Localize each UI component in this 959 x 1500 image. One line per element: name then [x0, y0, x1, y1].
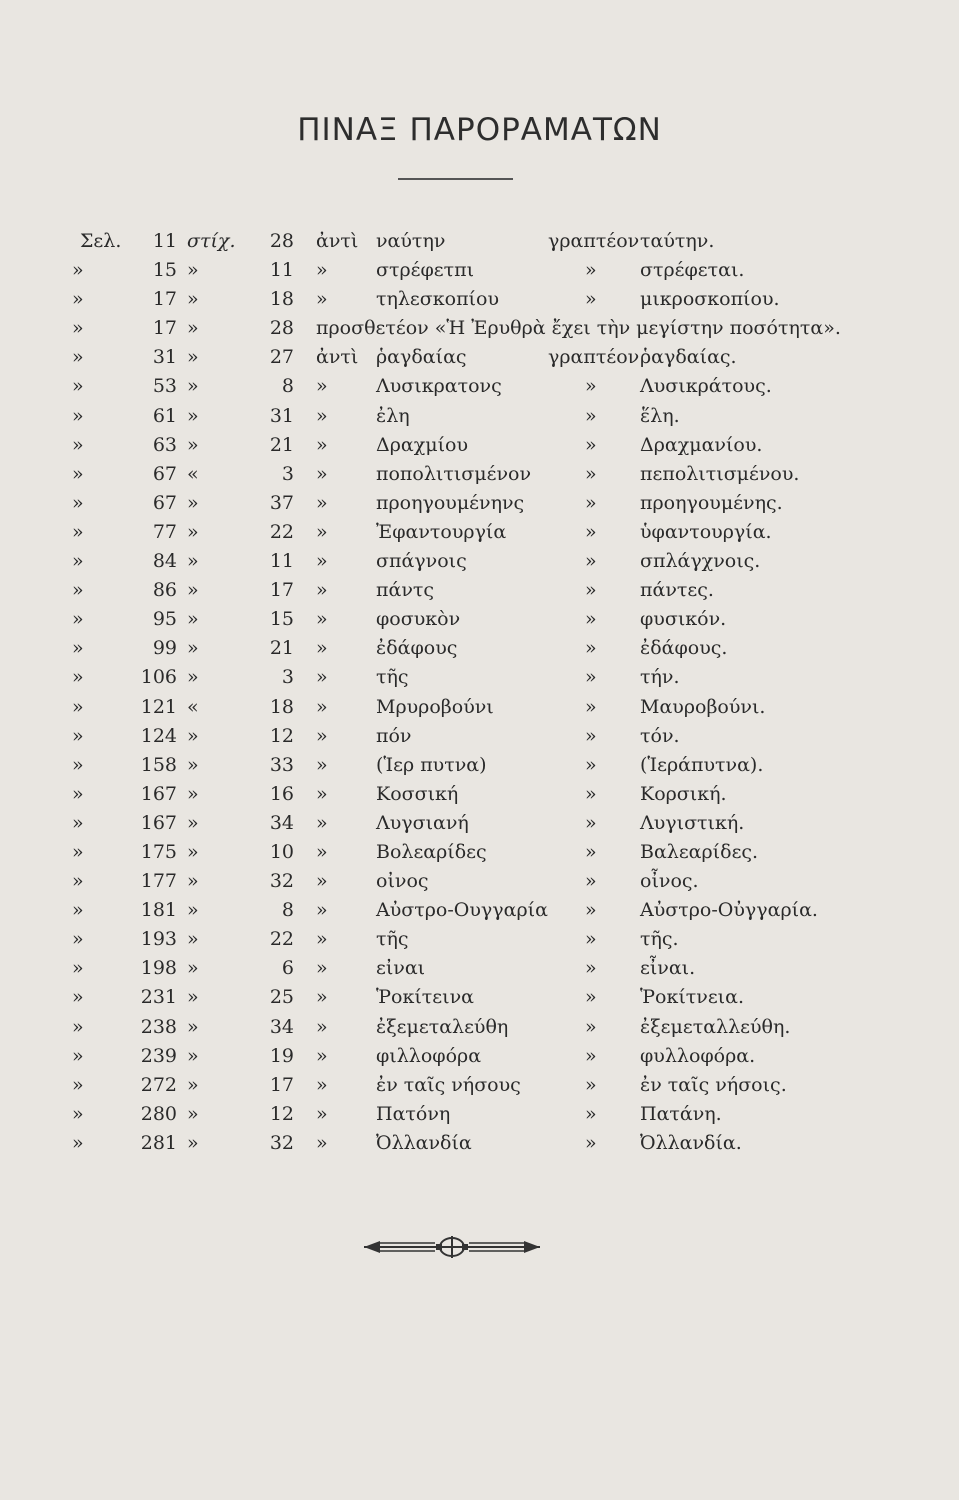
- corrected-text: σπλάγχνοις.: [640, 550, 761, 573]
- page-number: 175: [140, 840, 177, 863]
- erroneous-text: τῆς: [376, 928, 409, 951]
- errata-row: [0, 549, 959, 578]
- page-prefix: »: [72, 1102, 84, 1125]
- write-marker: »: [585, 870, 597, 893]
- erroneous-text: Λυσικρατονς: [376, 375, 502, 398]
- instead-marker: »: [316, 1044, 328, 1067]
- write-marker: »: [585, 288, 597, 311]
- line-prefix: »: [187, 550, 199, 573]
- instead-marker: »: [316, 695, 328, 718]
- corrected-text: Αὐστρο-Οὐγγαρία.: [640, 899, 818, 922]
- erroneous-text: (Ἱερ πυτνα): [376, 753, 487, 776]
- line-prefix: »: [187, 782, 199, 805]
- instead-marker: »: [316, 753, 328, 776]
- corrected-text: (Ἱεράπυτνα).: [640, 753, 764, 776]
- errata-row: [0, 1131, 959, 1160]
- write-marker: »: [585, 433, 597, 456]
- erroneous-text: Πατόνη: [376, 1102, 451, 1125]
- line-prefix: »: [187, 579, 199, 602]
- line-prefix: »: [187, 1044, 199, 1067]
- line-prefix: »: [187, 986, 199, 1009]
- write-marker: »: [585, 957, 597, 980]
- erroneous-text: σπάγνοις: [376, 550, 467, 573]
- line-number: 22: [269, 520, 294, 543]
- write-marker: »: [585, 695, 597, 718]
- instead-marker: »: [316, 1102, 328, 1125]
- line-number: 6: [281, 957, 294, 980]
- line-prefix: »: [187, 637, 199, 660]
- write-marker: »: [585, 404, 597, 427]
- line-prefix: »: [187, 1015, 199, 1038]
- line-number: 27: [269, 346, 294, 369]
- line-number: 32: [269, 1131, 294, 1154]
- instead-marker: »: [316, 724, 328, 747]
- page-prefix: »: [72, 695, 84, 718]
- title-underline: [398, 178, 513, 180]
- line-number: 8: [281, 899, 294, 922]
- write-marker: »: [585, 1073, 597, 1096]
- line-number: 37: [269, 491, 294, 514]
- erroneous-text: ἐν ταῖς νήσους: [376, 1073, 521, 1096]
- errata-row: [0, 956, 959, 985]
- addition-text: προσθετέον «Ἡ Ἐρυθρὰ ἔχει τὴν μεγίστην ποσότητα».: [316, 317, 841, 340]
- line-number: 34: [269, 811, 294, 834]
- page-number: 158: [140, 753, 177, 776]
- instead-marker: »: [316, 986, 328, 1009]
- corrected-text: ἕλη.: [640, 404, 680, 427]
- write-marker: »: [585, 928, 597, 951]
- errata-row: [0, 753, 959, 782]
- write-marker: »: [585, 520, 597, 543]
- line-prefix: »: [187, 1102, 199, 1125]
- instead-marker: »: [316, 899, 328, 922]
- page-number: 31: [152, 346, 177, 369]
- write-marker: »: [585, 899, 597, 922]
- page-number: 239: [140, 1044, 177, 1067]
- corrected-text: εἶναι.: [640, 957, 696, 980]
- page-number: 67: [152, 491, 177, 514]
- line-number: 3: [281, 666, 294, 689]
- page-number: 86: [152, 579, 177, 602]
- write-marker: »: [585, 811, 597, 834]
- page-prefix: »: [72, 288, 84, 311]
- errata-row: [0, 695, 959, 724]
- errata-row: [0, 374, 959, 403]
- erroneous-text: Βολεαρίδες: [376, 840, 487, 863]
- line-prefix: »: [187, 1073, 199, 1096]
- write-marker: »: [585, 259, 597, 282]
- instead-marker: »: [316, 462, 328, 485]
- line-number: 18: [269, 695, 294, 718]
- page-prefix: »: [72, 782, 84, 805]
- instead-marker: »: [316, 666, 328, 689]
- page-prefix: »: [72, 870, 84, 893]
- line-number: 11: [269, 259, 294, 282]
- page-number: 280: [140, 1102, 177, 1125]
- instead-marker: »: [316, 637, 328, 660]
- page-number: 238: [140, 1015, 177, 1038]
- erroneous-text: Λυγσιανή: [376, 811, 469, 834]
- instead-marker: »: [316, 1131, 328, 1154]
- line-number: 12: [269, 1102, 294, 1125]
- page-prefix: »: [72, 1073, 84, 1096]
- errata-row: [0, 316, 959, 345]
- instead-marker: »: [316, 840, 328, 863]
- write-marker: »: [585, 550, 597, 573]
- instead-marker: »: [316, 404, 328, 427]
- line-prefix: »: [187, 1131, 199, 1154]
- corrected-text: πάντες.: [640, 579, 714, 602]
- errata-row: [0, 404, 959, 433]
- line-number: 22: [269, 928, 294, 951]
- line-number: 18: [269, 288, 294, 311]
- erroneous-text: στρέφετπι: [376, 259, 475, 282]
- errata-row: [0, 1044, 959, 1073]
- page-number: 167: [140, 782, 177, 805]
- page-number: 231: [140, 986, 177, 1009]
- page-prefix: »: [72, 317, 84, 340]
- page-prefix: »: [72, 608, 84, 631]
- line-prefix: στίχ.: [187, 230, 236, 252]
- write-marker: »: [585, 782, 597, 805]
- page-prefix: »: [72, 811, 84, 834]
- page-number: 15: [152, 259, 177, 282]
- corrected-text: Πατάνη.: [640, 1102, 722, 1125]
- instead-marker: »: [316, 957, 328, 980]
- errata-row: [0, 433, 959, 462]
- errata-row: [0, 1102, 959, 1131]
- erroneous-text: Κοσσική: [376, 782, 459, 805]
- line-prefix: »: [187, 608, 199, 631]
- page-prefix: »: [72, 462, 84, 485]
- corrected-text: Ῥοκίτνεια.: [640, 986, 744, 1009]
- erroneous-text: Δραχμίου: [376, 433, 469, 456]
- line-number: 34: [269, 1015, 294, 1038]
- page-prefix: »: [72, 637, 84, 660]
- page-number: 193: [140, 928, 177, 951]
- line-number: 28: [269, 230, 294, 252]
- line-number: 32: [269, 870, 294, 893]
- page-prefix: »: [72, 840, 84, 863]
- line-number: 16: [269, 782, 294, 805]
- instead-marker: »: [316, 550, 328, 573]
- line-number: 15: [269, 608, 294, 631]
- erroneous-text: τηλεσκοπίου: [376, 288, 499, 311]
- line-number: 25: [269, 986, 294, 1009]
- write-marker: »: [585, 579, 597, 602]
- errata-row: [0, 258, 959, 287]
- line-number: 11: [269, 550, 294, 573]
- corrected-text: ὑφαντουργία.: [640, 520, 772, 543]
- errata-row: [0, 724, 959, 753]
- errata-row: [0, 927, 959, 956]
- erroneous-text: πόν: [376, 724, 412, 747]
- line-prefix: »: [187, 346, 199, 369]
- corrected-text: προηγουμένης.: [640, 491, 783, 514]
- instead-marker: »: [316, 870, 328, 893]
- corrected-text: Ὀλλανδία.: [640, 1131, 742, 1154]
- errata-row: [0, 578, 959, 607]
- page-prefix: »: [72, 957, 84, 980]
- instead-marker: »: [316, 811, 328, 834]
- page-number: 281: [140, 1131, 177, 1154]
- corrected-text: τόν.: [640, 724, 680, 747]
- page-number: 63: [152, 433, 177, 456]
- page-prefix: »: [72, 1044, 84, 1067]
- page-number: 167: [140, 811, 177, 834]
- line-prefix: »: [187, 317, 199, 340]
- write-marker: »: [585, 1015, 597, 1038]
- erroneous-text: τῆς: [376, 666, 409, 689]
- write-marker: γραπτέον: [548, 230, 640, 252]
- line-prefix: »: [187, 811, 199, 834]
- erroneous-text: προηγουμένηνς: [376, 491, 525, 514]
- page-prefix: »: [72, 346, 84, 369]
- write-marker: »: [585, 1102, 597, 1125]
- erroneous-text: ἐξεμεταλεύθη: [376, 1015, 509, 1038]
- corrected-text: Μαυροβούνι.: [640, 695, 766, 718]
- line-prefix: »: [187, 870, 199, 893]
- line-prefix: »: [187, 404, 199, 427]
- page-number: 11: [152, 230, 177, 252]
- line-number: 17: [269, 579, 294, 602]
- line-number: 19: [269, 1044, 294, 1067]
- page-number: 84: [152, 550, 177, 573]
- errata-row: [0, 491, 959, 520]
- write-marker: »: [585, 753, 597, 776]
- page-prefix: »: [72, 491, 84, 514]
- erroneous-text: ποπολιτισμένον: [376, 462, 532, 485]
- errata-row: [0, 985, 959, 1014]
- erroneous-text: πάντς: [376, 579, 435, 602]
- erroneous-text: οἰνος: [376, 870, 429, 893]
- errata-row: [0, 811, 959, 840]
- erroneous-text: Ὀλλανδία: [376, 1131, 472, 1154]
- errata-row: [0, 462, 959, 491]
- page-title: ΠΙΝΑΞ ΠΑΡΟΡΑΜΑΤΩΝ: [297, 112, 662, 148]
- corrected-text: ἐν ταῖς νήσοις.: [640, 1073, 787, 1096]
- corrected-text: τῆς.: [640, 928, 679, 951]
- errata-table: [0, 229, 959, 1160]
- instead-marker: »: [316, 433, 328, 456]
- page-prefix: »: [72, 433, 84, 456]
- instead-marker: »: [316, 520, 328, 543]
- line-prefix: »: [187, 753, 199, 776]
- erroneous-text: φιλλοφόρα: [376, 1044, 482, 1067]
- write-marker: »: [585, 1131, 597, 1154]
- line-prefix: »: [187, 259, 199, 282]
- page-number: 95: [152, 608, 177, 631]
- corrected-text: πεπολιτισμένου.: [640, 462, 800, 485]
- line-number: 3: [281, 462, 294, 485]
- line-prefix: »: [187, 928, 199, 951]
- corrected-text: στρέφεται.: [640, 259, 745, 282]
- corrected-text: τήν.: [640, 666, 680, 689]
- line-prefix: »: [187, 899, 199, 922]
- page-prefix: »: [72, 404, 84, 427]
- line-prefix: »: [187, 520, 199, 543]
- errata-row: [0, 840, 959, 869]
- line-number: 12: [269, 724, 294, 747]
- write-marker: »: [585, 1044, 597, 1067]
- instead-marker: ἀντὶ: [316, 230, 359, 252]
- erroneous-text: Αὐστρο-Ουγγαρία: [376, 899, 548, 922]
- line-prefix: »: [187, 840, 199, 863]
- page-prefix: »: [72, 375, 84, 398]
- corrected-text: Λυγιστική.: [640, 811, 745, 834]
- instead-marker: »: [316, 288, 328, 311]
- corrected-text: ταύτην.: [640, 230, 715, 252]
- page-prefix: »: [72, 666, 84, 689]
- errata-row: [0, 636, 959, 665]
- page-number: 106: [140, 666, 177, 689]
- errata-row: [0, 869, 959, 898]
- errata-row: [0, 520, 959, 549]
- errata-row: [0, 665, 959, 694]
- page-number: 121: [140, 695, 177, 718]
- errata-row: [0, 782, 959, 811]
- write-marker: »: [585, 724, 597, 747]
- erroneous-text: Ἐφαντουργία: [376, 520, 507, 543]
- instead-marker: »: [316, 491, 328, 514]
- errata-row: [0, 287, 959, 316]
- page-prefix: »: [72, 899, 84, 922]
- page-prefix: »: [72, 1015, 84, 1038]
- corrected-text: Δραχμανίου.: [640, 433, 763, 456]
- erroneous-text: ἐδάφους: [376, 637, 458, 660]
- line-prefix: »: [187, 724, 199, 747]
- page-number: 177: [140, 870, 177, 893]
- erroneous-text: Ῥοκίτεινα: [376, 986, 474, 1009]
- write-marker: »: [585, 840, 597, 863]
- erroneous-text: Μρυροβούνι: [376, 695, 494, 718]
- instead-marker: »: [316, 375, 328, 398]
- errata-row: [0, 229, 959, 258]
- corrected-text: Κορσική.: [640, 782, 727, 805]
- write-marker: »: [585, 608, 597, 631]
- line-number: 21: [269, 433, 294, 456]
- page-prefix: »: [72, 928, 84, 951]
- page-number: 17: [152, 288, 177, 311]
- line-prefix: »: [187, 433, 199, 456]
- page-prefix: Σελ.: [80, 230, 122, 252]
- instead-marker: »: [316, 782, 328, 805]
- line-number: 21: [269, 637, 294, 660]
- errata-row: [0, 1073, 959, 1102]
- erroneous-text: εἰναι: [376, 957, 426, 980]
- line-number: 28: [269, 317, 294, 340]
- page-number: 53: [152, 375, 177, 398]
- page-number: 61: [152, 404, 177, 427]
- line-prefix: «: [187, 695, 199, 718]
- line-number: 31: [269, 404, 294, 427]
- page-prefix: »: [72, 724, 84, 747]
- corrected-text: φυλλοφόρα.: [640, 1044, 756, 1067]
- instead-marker: ἀντὶ: [316, 346, 359, 369]
- page-prefix: »: [72, 259, 84, 282]
- instead-marker: »: [316, 259, 328, 282]
- line-prefix: »: [187, 375, 199, 398]
- erroneous-text: ναύτην: [376, 230, 446, 252]
- page-number: 124: [140, 724, 177, 747]
- write-marker: »: [585, 375, 597, 398]
- page-number: 67: [152, 462, 177, 485]
- erroneous-text: φοσυκὸν: [376, 608, 461, 631]
- line-prefix: »: [187, 288, 199, 311]
- line-number: 17: [269, 1073, 294, 1096]
- erroneous-text: ἐλη: [376, 404, 410, 427]
- corrected-text: Βαλεαρίδες.: [640, 840, 759, 863]
- instead-marker: »: [316, 928, 328, 951]
- page-prefix: »: [72, 520, 84, 543]
- line-number: 33: [269, 753, 294, 776]
- write-marker: »: [585, 462, 597, 485]
- corrected-text: οἶνος.: [640, 870, 699, 893]
- errata-row: [0, 1015, 959, 1044]
- page-prefix: »: [72, 579, 84, 602]
- page-prefix: »: [72, 986, 84, 1009]
- page-prefix: »: [72, 1131, 84, 1154]
- errata-row: [0, 345, 959, 374]
- instead-marker: »: [316, 608, 328, 631]
- page-number: 181: [140, 899, 177, 922]
- instead-marker: »: [316, 579, 328, 602]
- page-number: 272: [140, 1073, 177, 1096]
- write-marker: »: [585, 637, 597, 660]
- corrected-text: ἐξεμεταλλεύθη.: [640, 1015, 791, 1038]
- instead-marker: »: [316, 1073, 328, 1096]
- errata-row: [0, 898, 959, 927]
- line-prefix: »: [187, 666, 199, 689]
- ornament-divider: [360, 1232, 544, 1262]
- line-prefix: »: [187, 957, 199, 980]
- erroneous-text: ῥαγδαίας: [376, 346, 467, 369]
- page-number: 198: [140, 957, 177, 980]
- page-prefix: »: [72, 753, 84, 776]
- write-marker: »: [585, 666, 597, 689]
- corrected-text: ἐδάφους.: [640, 637, 728, 660]
- page-prefix: »: [72, 550, 84, 573]
- instead-marker: »: [316, 1015, 328, 1038]
- page-number: 77: [152, 520, 177, 543]
- line-prefix: »: [187, 491, 199, 514]
- write-marker: »: [585, 491, 597, 514]
- page-number: 17: [152, 317, 177, 340]
- corrected-text: ῥαγδαίας.: [640, 346, 737, 369]
- line-number: 10: [269, 840, 294, 863]
- write-marker: »: [585, 986, 597, 1009]
- line-prefix: «: [187, 462, 199, 485]
- errata-row: [0, 607, 959, 636]
- corrected-text: μικροσκοπίου.: [640, 288, 780, 311]
- line-number: 8: [281, 375, 294, 398]
- corrected-text: φυσικόν.: [640, 608, 727, 631]
- page-number: 99: [152, 637, 177, 660]
- corrected-text: Λυσικράτους.: [640, 375, 772, 398]
- write-marker: γραπτέον: [548, 346, 640, 369]
